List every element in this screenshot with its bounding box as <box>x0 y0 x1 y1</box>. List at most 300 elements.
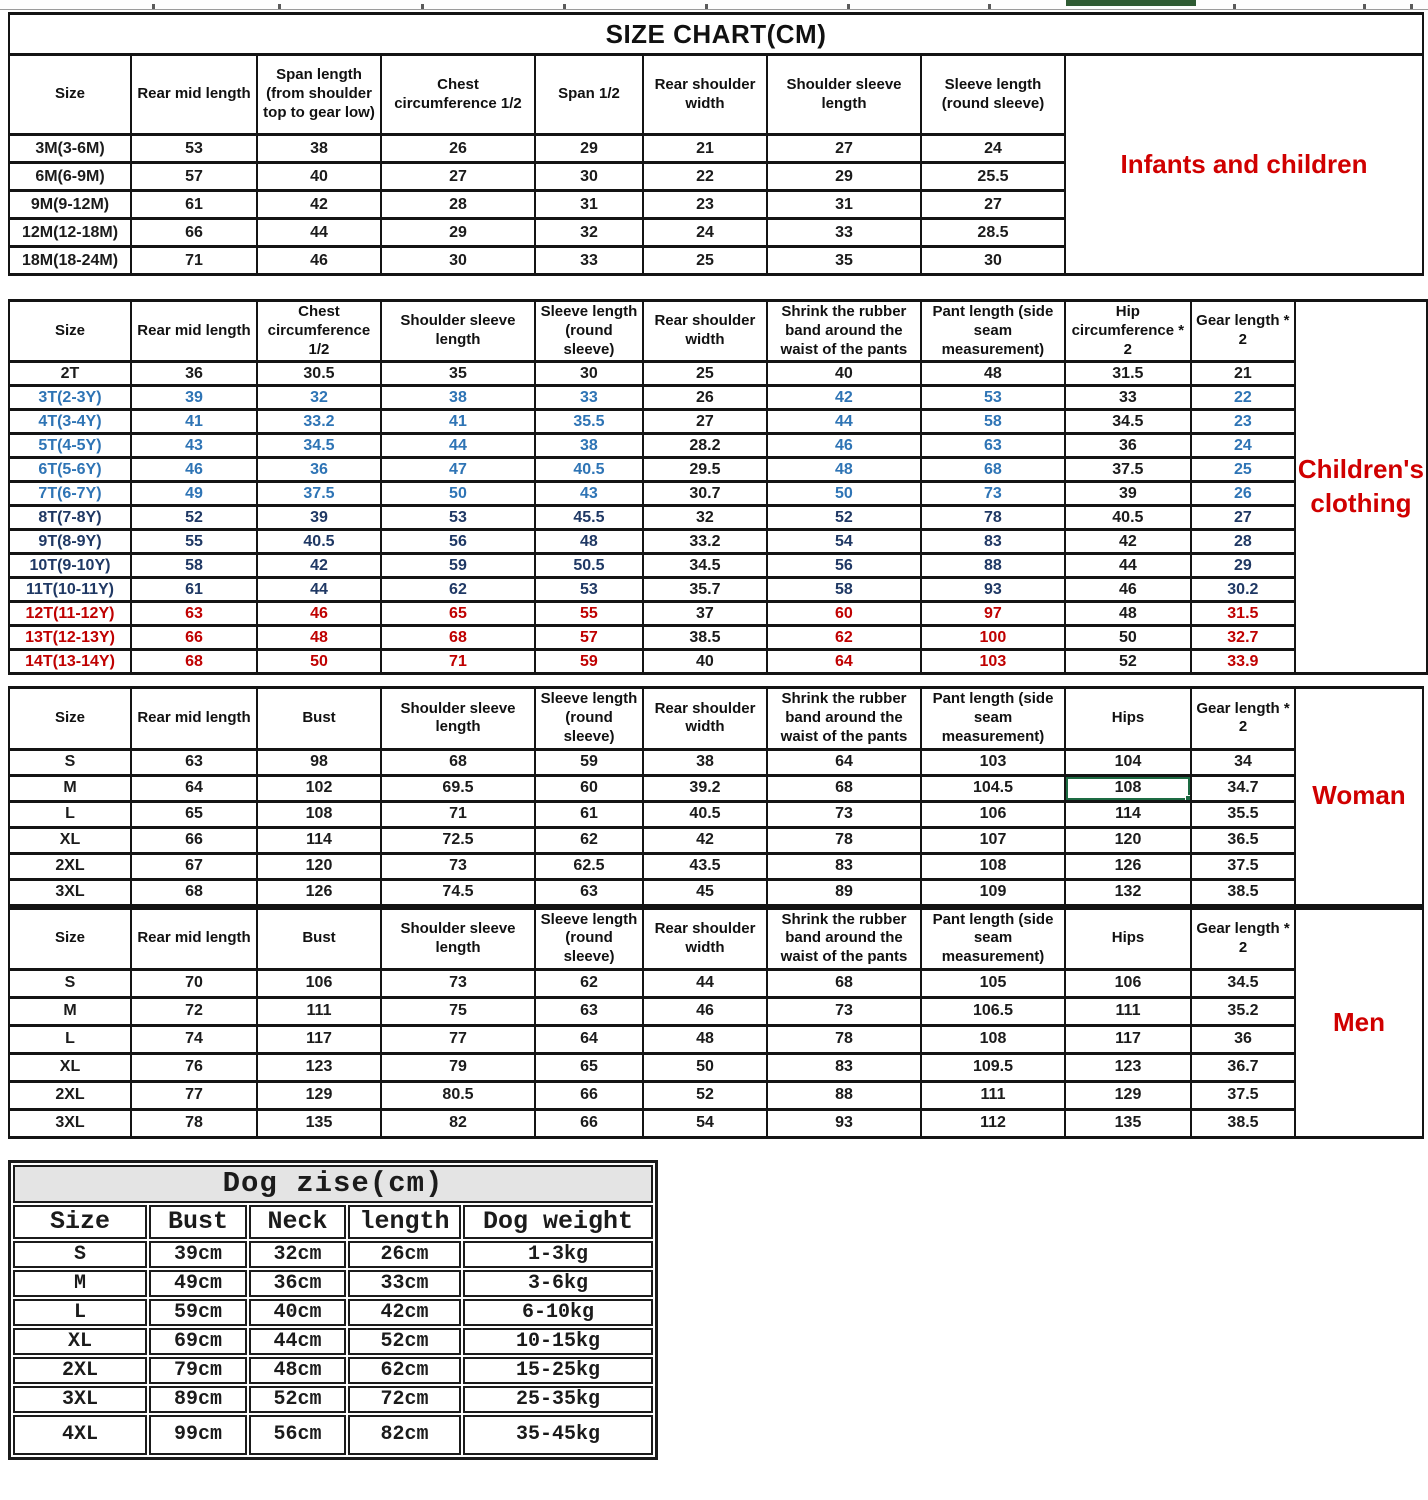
value-cell: 36cm <box>249 1270 346 1297</box>
value-cell: 35.2 <box>1191 997 1295 1025</box>
value-cell: 104 <box>1065 749 1191 775</box>
size-cell: 13T(12-13Y) <box>9 626 131 650</box>
value-cell: 34.5 <box>257 434 381 458</box>
value-cell: 38.5 <box>1191 879 1295 905</box>
size-cell: 3XL <box>9 1109 131 1137</box>
value-cell: 33.9 <box>1191 650 1295 674</box>
value-cell: 37.5 <box>1065 458 1191 482</box>
table-row <box>13 1357 653 1384</box>
value-cell: 48 <box>257 626 381 650</box>
column-header: Neck <box>249 1205 346 1239</box>
value-cell: 65 <box>535 1053 643 1081</box>
column-boundary-tick <box>1363 4 1366 9</box>
value-cell: 26 <box>643 386 767 410</box>
value-cell: 64 <box>535 1025 643 1053</box>
size-cell: 12T(11-12Y) <box>9 602 131 626</box>
category-label-woman: Woman <box>1295 688 1423 905</box>
column-header: Rear shoulder width <box>643 908 767 969</box>
column-boundary-tick <box>563 4 566 9</box>
value-cell: 42 <box>767 386 921 410</box>
value-cell: 54 <box>767 530 921 554</box>
value-cell: 60 <box>535 775 643 801</box>
column-header: Gear length * 2 <box>1191 908 1295 969</box>
value-cell: 38 <box>257 135 381 163</box>
value-cell: 62cm <box>348 1357 461 1384</box>
table-row <box>13 1241 653 1268</box>
value-cell: 25 <box>643 362 767 386</box>
value-cell: 30.2 <box>1191 578 1295 602</box>
column-header: Pant length (side seam measurement) <box>921 688 1065 749</box>
value-cell: 66 <box>131 626 257 650</box>
spreadsheet-green-selection-bar <box>1066 0 1196 6</box>
value-cell: 32cm <box>249 1241 346 1268</box>
value-cell: 57 <box>535 626 643 650</box>
value-cell: 44 <box>643 969 767 997</box>
table-row <box>9 650 1427 674</box>
value-cell: 59 <box>381 554 535 578</box>
column-boundary-tick <box>152 4 155 9</box>
value-cell: 64 <box>131 775 257 801</box>
column-boundary-tick <box>705 4 708 9</box>
value-cell: 71 <box>381 801 535 827</box>
size-cell: 11T(10-11Y) <box>9 578 131 602</box>
value-cell: 48 <box>643 1025 767 1053</box>
value-cell: 111 <box>257 997 381 1025</box>
value-cell: 126 <box>1065 853 1191 879</box>
category-label-men: Men <box>1295 908 1423 1137</box>
table-row <box>9 626 1427 650</box>
size-cell: 18M(18-24M) <box>9 247 131 275</box>
value-cell: 50 <box>257 650 381 674</box>
size-cell: 7T(6-7Y) <box>9 482 131 506</box>
size-cell: 2XL <box>9 853 131 879</box>
size-cell: S <box>13 1241 147 1268</box>
value-cell: 114 <box>1065 801 1191 827</box>
table-row <box>13 1299 653 1326</box>
table-row <box>9 1109 1423 1137</box>
column-header: Shrink the rubber band around the waist of the pants <box>767 688 921 749</box>
value-cell: 50 <box>767 482 921 506</box>
column-header: Chest circumference 1/2 <box>381 55 535 135</box>
value-cell: 33.2 <box>643 530 767 554</box>
value-cell: 40.5 <box>257 530 381 554</box>
value-cell: 36 <box>1065 434 1191 458</box>
value-cell: 49 <box>131 482 257 506</box>
value-cell: 35 <box>767 247 921 275</box>
table-row <box>9 1053 1423 1081</box>
column-header: Hips <box>1065 688 1191 749</box>
value-cell: 40cm <box>249 1299 346 1326</box>
value-cell: 106 <box>1065 969 1191 997</box>
value-cell: 107 <box>921 827 1065 853</box>
column-header: Rear shoulder width <box>643 301 767 362</box>
value-cell: 68 <box>921 458 1065 482</box>
value-cell: 63 <box>131 749 257 775</box>
value-cell: 63 <box>921 434 1065 458</box>
table-row <box>9 410 1427 434</box>
table-row <box>9 775 1423 801</box>
value-cell: 36.7 <box>1191 1053 1295 1081</box>
value-cell: 23 <box>1191 410 1295 434</box>
value-cell: 35.7 <box>643 578 767 602</box>
value-cell: 135 <box>257 1109 381 1137</box>
value-cell: 26cm <box>348 1241 461 1268</box>
value-cell: 71 <box>131 247 257 275</box>
value-cell: 65 <box>381 602 535 626</box>
column-header: Size <box>9 908 131 969</box>
value-cell: 40.5 <box>1065 506 1191 530</box>
size-cell: 4XL <box>13 1415 147 1455</box>
value-cell: 123 <box>1065 1053 1191 1081</box>
size-cell: L <box>9 801 131 827</box>
value-cell: 58 <box>921 410 1065 434</box>
size-cell: XL <box>9 827 131 853</box>
value-cell: 79 <box>381 1053 535 1081</box>
value-cell: 43 <box>535 482 643 506</box>
value-cell: 27 <box>643 410 767 434</box>
value-cell: 73 <box>381 853 535 879</box>
value-cell: 44cm <box>249 1328 346 1355</box>
value-cell: 123 <box>257 1053 381 1081</box>
value-cell: 52 <box>767 506 921 530</box>
value-cell: 59cm <box>149 1299 247 1326</box>
value-cell: 66 <box>131 827 257 853</box>
value-cell: 48cm <box>249 1357 346 1384</box>
value-cell: 33 <box>767 219 921 247</box>
value-cell: 109.5 <box>921 1053 1065 1081</box>
size-table-infants <box>8 12 1424 276</box>
value-cell: 36 <box>1191 1025 1295 1053</box>
value-cell: 82cm <box>348 1415 461 1455</box>
size-table-men <box>8 907 1424 1139</box>
size-cell: 2XL <box>9 1081 131 1109</box>
value-cell: 89 <box>767 879 921 905</box>
value-cell: 70 <box>131 969 257 997</box>
value-cell: 43.5 <box>643 853 767 879</box>
value-cell: 62.5 <box>535 853 643 879</box>
value-cell: 35-45kg <box>463 1415 653 1455</box>
value-cell: 33cm <box>348 1270 461 1297</box>
value-cell: 62 <box>535 969 643 997</box>
value-cell: 29 <box>767 163 921 191</box>
value-cell: 73 <box>381 969 535 997</box>
value-cell: 27 <box>921 191 1065 219</box>
column-header: Hip circumference * 2 <box>1065 301 1191 362</box>
table-row <box>13 1386 653 1413</box>
column-header: Bust <box>257 908 381 969</box>
value-cell: 61 <box>535 801 643 827</box>
value-cell: 35.5 <box>1191 801 1295 827</box>
value-cell: 61 <box>131 191 257 219</box>
value-cell: 50 <box>381 482 535 506</box>
value-cell: 103 <box>921 749 1065 775</box>
size-table-children <box>8 299 1428 675</box>
value-cell: 106.5 <box>921 997 1065 1025</box>
value-cell: 88 <box>921 554 1065 578</box>
column-header: Size <box>9 688 131 749</box>
value-cell: 23 <box>643 191 767 219</box>
table-row <box>9 997 1423 1025</box>
value-cell: 93 <box>767 1109 921 1137</box>
column-header: Pant length (side seam measurement) <box>921 301 1065 362</box>
value-cell: 97 <box>921 602 1065 626</box>
value-cell: 67 <box>131 853 257 879</box>
size-chart-title: SIZE CHART(CM) <box>9 14 1423 55</box>
value-cell: 38.5 <box>1191 1109 1295 1137</box>
size-cell: 3T(2-3Y) <box>9 386 131 410</box>
value-cell: 29 <box>535 135 643 163</box>
table-row <box>9 853 1423 879</box>
value-cell: 42cm <box>348 1299 461 1326</box>
value-cell: 105 <box>921 969 1065 997</box>
value-cell: 24 <box>921 135 1065 163</box>
value-cell: 59 <box>535 650 643 674</box>
value-cell: 52 <box>131 506 257 530</box>
value-cell: 34.5 <box>1065 410 1191 434</box>
size-table-woman <box>8 686 1424 906</box>
value-cell: 31 <box>535 191 643 219</box>
value-cell: 32 <box>643 506 767 530</box>
size-cell: 9M(9-12M) <box>9 191 131 219</box>
value-cell: 26 <box>1191 482 1295 506</box>
value-cell: 44 <box>257 219 381 247</box>
value-cell: 30 <box>921 247 1065 275</box>
column-boundary-tick <box>1410 4 1413 9</box>
value-cell: 66 <box>535 1081 643 1109</box>
value-cell: 33.2 <box>257 410 381 434</box>
table-row <box>9 578 1427 602</box>
value-cell: 10-15kg <box>463 1328 653 1355</box>
value-cell: 1-3kg <box>463 1241 653 1268</box>
column-header: Size <box>13 1205 147 1239</box>
value-cell: 28.5 <box>921 219 1065 247</box>
value-cell: 42 <box>257 191 381 219</box>
value-cell: 78 <box>767 1025 921 1053</box>
value-cell: 39 <box>131 386 257 410</box>
value-cell: 78 <box>131 1109 257 1137</box>
column-header: Sleeve length (round sleeve) <box>921 55 1065 135</box>
value-cell: 77 <box>381 1025 535 1053</box>
value-cell: 45 <box>643 879 767 905</box>
value-cell: 99cm <box>149 1415 247 1455</box>
table-row <box>9 749 1423 775</box>
value-cell: 82 <box>381 1109 535 1137</box>
value-cell: 37.5 <box>257 482 381 506</box>
value-cell: 52 <box>643 1081 767 1109</box>
value-cell: 111 <box>1065 997 1191 1025</box>
column-header: Dog weight <box>463 1205 653 1239</box>
value-cell: 21 <box>643 135 767 163</box>
value-cell: 46 <box>643 997 767 1025</box>
value-cell: 62 <box>767 626 921 650</box>
value-cell: 71 <box>381 650 535 674</box>
column-header: Gear length * 2 <box>1191 688 1295 749</box>
table-row <box>9 506 1427 530</box>
value-cell: 40 <box>767 362 921 386</box>
value-cell: 108 <box>921 1025 1065 1053</box>
table-row <box>13 1270 653 1297</box>
value-cell: 41 <box>381 410 535 434</box>
value-cell: 29 <box>1191 554 1295 578</box>
value-cell: 74.5 <box>381 879 535 905</box>
value-cell: 53 <box>535 578 643 602</box>
value-cell: 68 <box>131 879 257 905</box>
value-cell: 34.5 <box>1191 969 1295 997</box>
value-cell: 52 <box>1065 650 1191 674</box>
column-boundary-tick <box>278 4 281 9</box>
column-header: Hips <box>1065 908 1191 969</box>
value-cell: 83 <box>921 530 1065 554</box>
size-cell: M <box>9 997 131 1025</box>
value-cell: 25-35kg <box>463 1386 653 1413</box>
size-cell: 3XL <box>13 1386 147 1413</box>
value-cell: 48 <box>1065 602 1191 626</box>
value-cell: 30.7 <box>643 482 767 506</box>
value-cell: 103 <box>921 650 1065 674</box>
selected-cell: 108 <box>1065 775 1191 801</box>
size-cell: 6T(5-6Y) <box>9 458 131 482</box>
table-row <box>9 827 1423 853</box>
value-cell: 31 <box>767 191 921 219</box>
value-cell: 78 <box>921 506 1065 530</box>
value-cell: 52cm <box>348 1328 461 1355</box>
value-cell: 56cm <box>249 1415 346 1455</box>
column-header: Shrink the rubber band around the waist of the pants <box>767 908 921 969</box>
column-header: Rear mid length <box>131 688 257 749</box>
value-cell: 114 <box>257 827 381 853</box>
value-cell: 40.5 <box>535 458 643 482</box>
table-row <box>13 1328 653 1355</box>
value-cell: 38 <box>643 749 767 775</box>
column-header: length <box>348 1205 461 1239</box>
column-header: Sleeve length (round sleeve) <box>535 301 643 362</box>
value-cell: 48 <box>767 458 921 482</box>
size-cell: 8T(7-8Y) <box>9 506 131 530</box>
size-cell: 3XL <box>9 879 131 905</box>
value-cell: 49cm <box>149 1270 247 1297</box>
size-cell: 2T <box>9 362 131 386</box>
table-row <box>13 1415 653 1455</box>
value-cell: 35.5 <box>535 410 643 434</box>
value-cell: 41 <box>131 410 257 434</box>
column-header: Shoulder sleeve length <box>381 908 535 969</box>
table-row <box>9 482 1427 506</box>
value-cell: 98 <box>257 749 381 775</box>
value-cell: 47 <box>381 458 535 482</box>
value-cell: 46 <box>257 602 381 626</box>
table-row <box>9 1081 1423 1109</box>
value-cell: 22 <box>1191 386 1295 410</box>
value-cell: 117 <box>1065 1025 1191 1053</box>
value-cell: 66 <box>131 219 257 247</box>
value-cell: 32.7 <box>1191 626 1295 650</box>
value-cell: 39 <box>257 506 381 530</box>
value-cell: 22 <box>643 163 767 191</box>
value-cell: 36 <box>131 362 257 386</box>
value-cell: 45.5 <box>535 506 643 530</box>
size-cell: 14T(13-14Y) <box>9 650 131 674</box>
size-cell: 9T(8-9Y) <box>9 530 131 554</box>
value-cell: 38.5 <box>643 626 767 650</box>
size-cell: 2XL <box>13 1357 147 1384</box>
value-cell: 33 <box>1065 386 1191 410</box>
value-cell: 30 <box>535 362 643 386</box>
value-cell: 50 <box>643 1053 767 1081</box>
value-cell: 33 <box>535 247 643 275</box>
column-header: Pant length (side seam measurement) <box>921 908 1065 969</box>
value-cell: 27 <box>1191 506 1295 530</box>
value-cell: 104.5 <box>921 775 1065 801</box>
value-cell: 35 <box>381 362 535 386</box>
value-cell: 108 <box>257 801 381 827</box>
column-header: Rear shoulder width <box>643 55 767 135</box>
column-header: Sleeve length (round sleeve) <box>535 688 643 749</box>
value-cell: 46 <box>131 458 257 482</box>
value-cell: 30.5 <box>257 362 381 386</box>
column-header: Rear shoulder width <box>643 688 767 749</box>
value-cell: 53 <box>131 135 257 163</box>
value-cell: 108 <box>921 853 1065 879</box>
value-cell: 89cm <box>149 1386 247 1413</box>
value-cell: 44 <box>257 578 381 602</box>
value-cell: 32 <box>535 219 643 247</box>
value-cell: 129 <box>1065 1081 1191 1109</box>
value-cell: 55 <box>131 530 257 554</box>
value-cell: 46 <box>767 434 921 458</box>
value-cell: 68 <box>381 749 535 775</box>
size-chart-document <box>0 12 1428 1460</box>
value-cell: 88 <box>767 1081 921 1109</box>
value-cell: 28 <box>381 191 535 219</box>
size-cell: 5T(4-5Y) <box>9 434 131 458</box>
value-cell: 50.5 <box>535 554 643 578</box>
column-header: Span length (from shoulder top to gear low) <box>257 55 381 135</box>
value-cell: 53 <box>921 386 1065 410</box>
value-cell: 83 <box>767 1053 921 1081</box>
value-cell: 120 <box>257 853 381 879</box>
value-cell: 120 <box>1065 827 1191 853</box>
table-row <box>9 879 1423 905</box>
value-cell: 106 <box>257 969 381 997</box>
value-cell: 60 <box>767 602 921 626</box>
value-cell: 72.5 <box>381 827 535 853</box>
value-cell: 77 <box>131 1081 257 1109</box>
value-cell: 40 <box>643 650 767 674</box>
value-cell: 117 <box>257 1025 381 1053</box>
value-cell: 58 <box>131 554 257 578</box>
value-cell: 111 <box>921 1081 1065 1109</box>
value-cell: 44 <box>1065 554 1191 578</box>
category-label-infants: Infants and children <box>1065 55 1423 275</box>
value-cell: 55 <box>535 602 643 626</box>
column-header: Shoulder sleeve length <box>381 688 535 749</box>
size-cell: 3M(3-6M) <box>9 135 131 163</box>
value-cell: 43 <box>131 434 257 458</box>
value-cell: 34.5 <box>643 554 767 578</box>
value-cell: 63 <box>131 602 257 626</box>
size-cell: L <box>13 1299 147 1326</box>
column-header: Bust <box>149 1205 247 1239</box>
value-cell: 62 <box>535 827 643 853</box>
value-cell: 83 <box>767 853 921 879</box>
table-row <box>9 386 1427 410</box>
value-cell: 126 <box>257 879 381 905</box>
value-cell: 63 <box>535 997 643 1025</box>
size-cell: S <box>9 969 131 997</box>
value-cell: 69cm <box>149 1328 247 1355</box>
value-cell: 79cm <box>149 1357 247 1384</box>
column-header: Rear mid length <box>131 908 257 969</box>
